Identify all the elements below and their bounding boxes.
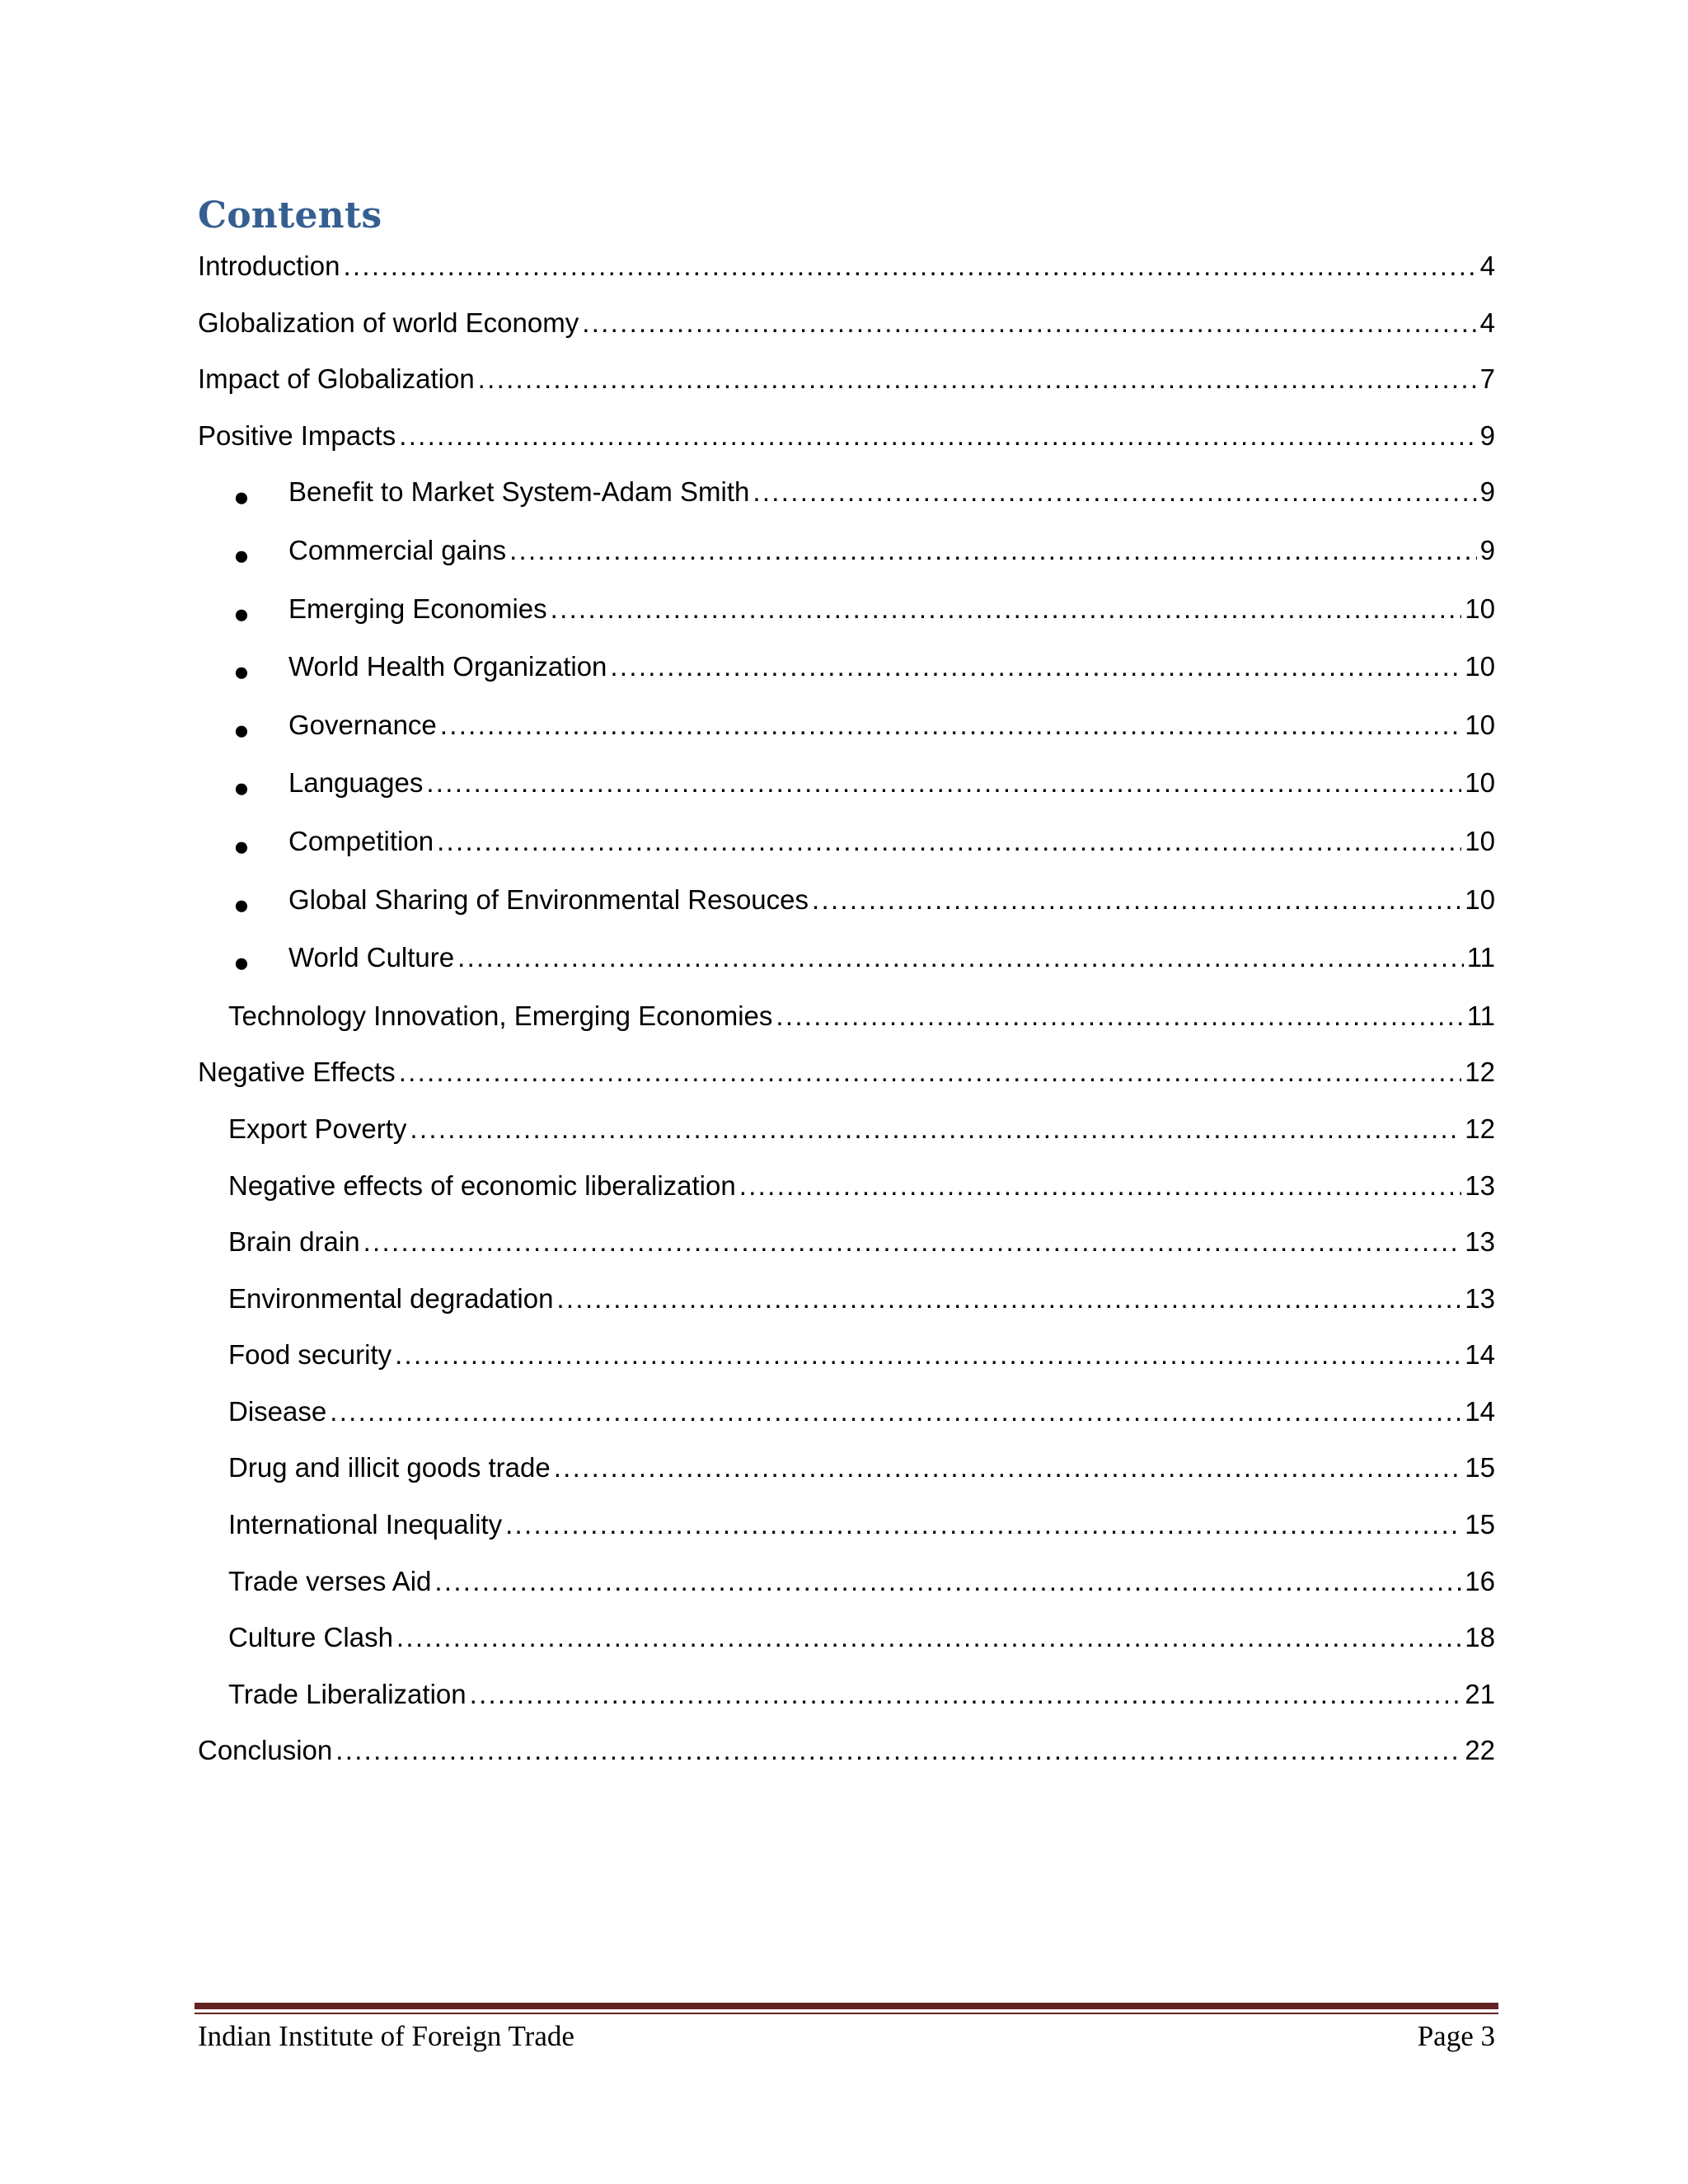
toc-page-number: 7 [1479, 363, 1495, 395]
toc-leader-dots [470, 1677, 1462, 1712]
toc-page-number: 15 [1465, 1509, 1495, 1540]
toc-entry-label: Drug and illicit goods trade [228, 1452, 551, 1483]
toc-entry-impact-of-globalization[interactable] [198, 362, 1495, 419]
toc-leader-dots [505, 1507, 1461, 1542]
toc-leader-dots [395, 1338, 1461, 1372]
table-of-contents [198, 249, 1495, 1790]
bullet-icon: ● [233, 481, 250, 513]
toc-entry-environmental-degradation[interactable] [198, 1282, 1495, 1338]
toc-entry-competition[interactable] [198, 824, 1495, 883]
toc-entry-world-culture[interactable] [198, 940, 1495, 999]
toc-entry-label: International Inequality [228, 1509, 503, 1540]
toc-entry-label: Globalization of world Economy [198, 307, 579, 338]
toc-leader-dots [753, 475, 1476, 509]
toc-entry-label: Disease [228, 1395, 327, 1427]
toc-leader-dots [457, 940, 1464, 975]
toc-entry-globalization-of-world-economy[interactable] [198, 306, 1495, 363]
toc-page-number: 9 [1479, 419, 1495, 451]
toc-entry-governance[interactable] [198, 708, 1495, 766]
toc-page-number: 14 [1465, 1395, 1495, 1427]
toc-entry-label: Governance [288, 709, 437, 740]
toc-entry-label: World Culture [288, 942, 455, 973]
toc-entry-label: Trade Liberalization [228, 1678, 467, 1709]
toc-entry-label: Languages [288, 767, 424, 799]
footer-institution-name: Indian Institute of Foreign Trade [198, 2020, 574, 2052]
footer-divider-thick [195, 2003, 1498, 2009]
toc-entry-negative-effects-of-economic-liberalization[interactable] [198, 1169, 1495, 1226]
toc-page-number: 18 [1465, 1622, 1495, 1653]
toc-entry-export-poverty[interactable] [198, 1112, 1495, 1169]
toc-page-number: 9 [1479, 476, 1495, 508]
toc-page-number: 10 [1465, 767, 1495, 799]
bullet-icon: ● [233, 598, 250, 629]
toc-entry-global-sharing-of-environmental-resources[interactable] [198, 883, 1495, 941]
toc-entry-disease[interactable] [198, 1394, 1495, 1451]
toc-leader-dots [509, 533, 1477, 568]
toc-leader-dots [399, 419, 1476, 453]
toc-page-number: 10 [1465, 593, 1495, 624]
footer-page-number: Page 3 [1417, 2020, 1495, 2052]
toc-entry-culture-clash[interactable] [198, 1620, 1495, 1677]
toc-leader-dots [330, 1394, 1461, 1429]
toc-page-number: 10 [1465, 825, 1495, 856]
bullet-icon: ● [233, 772, 250, 804]
toc-entry-world-health-organization[interactable] [198, 649, 1495, 708]
toc-entry-technology-innovation[interactable] [198, 999, 1495, 1056]
toc-entry-label: Negative Effects [198, 1057, 396, 1088]
toc-page-number: 10 [1465, 709, 1495, 740]
toc-leader-dots [335, 1733, 1461, 1768]
toc-entry-languages[interactable] [198, 766, 1495, 824]
toc-entry-label: Food security [228, 1339, 392, 1371]
toc-page-number: 16 [1465, 1565, 1495, 1596]
toc-page-number: 10 [1465, 651, 1495, 682]
toc-page-number: 21 [1465, 1678, 1495, 1709]
toc-entry-label: Introduction [198, 251, 340, 281]
toc-page-number: 12 [1465, 1057, 1495, 1088]
bullet-icon: ● [233, 656, 250, 687]
toc-entry-label: Brain drain [228, 1226, 360, 1258]
toc-entry-trade-liberalization[interactable] [198, 1677, 1495, 1734]
toc-entry-label: Global Sharing of Environmental Resouces [288, 883, 809, 915]
toc-leader-dots [556, 1282, 1461, 1316]
toc-entry-label: World Health Organization [288, 651, 607, 682]
bullet-icon: ● [233, 714, 250, 745]
toc-entry-label: Competition [288, 825, 434, 856]
toc-entry-label: Negative effects of economic liberalization [228, 1169, 736, 1201]
toc-leader-dots [410, 1112, 1461, 1146]
toc-entry-emerging-economies[interactable] [198, 592, 1495, 650]
toc-page-number: 13 [1465, 1226, 1495, 1258]
toc-page-number: 12 [1465, 1113, 1495, 1144]
toc-entry-commercial-gains[interactable] [198, 533, 1495, 592]
toc-leader-dots [554, 1451, 1462, 1485]
toc-entry-label: Culture Clash [228, 1622, 393, 1653]
toc-leader-dots [399, 1055, 1462, 1090]
toc-entry-label: Commercial gains [288, 534, 507, 565]
toc-leader-dots [739, 1169, 1462, 1203]
toc-entry-brain-drain[interactable] [198, 1225, 1495, 1282]
toc-page-number: 4 [1479, 251, 1495, 281]
bullet-icon: ● [233, 947, 250, 978]
toc-entry-drug-and-illicit-goods-trade[interactable] [198, 1451, 1495, 1507]
toc-entry-benefit-to-market-system[interactable] [198, 475, 1495, 533]
bullet-icon: ● [233, 539, 250, 570]
toc-page-number: 11 [1466, 942, 1495, 973]
toc-entry-negative-effects[interactable] [198, 1055, 1495, 1112]
toc-page-number: 11 [1466, 1000, 1495, 1031]
toc-leader-dots [396, 1620, 1461, 1655]
toc-page-number: 4 [1479, 307, 1495, 338]
toc-entry-label: Emerging Economies [288, 593, 547, 624]
toc-entry-label: Positive Impacts [198, 419, 396, 451]
toc-leader-dots [343, 249, 1476, 284]
toc-leader-dots [434, 1564, 1461, 1599]
toc-page-number: 14 [1465, 1339, 1495, 1371]
toc-entry-label: Conclusion [198, 1735, 333, 1766]
toc-entry-trade-verses-aid[interactable] [198, 1564, 1495, 1621]
toc-leader-dots [776, 999, 1463, 1033]
toc-leader-dots [551, 592, 1462, 626]
toc-entry-label: Export Poverty [228, 1113, 407, 1144]
bullet-icon: ● [233, 830, 250, 861]
toc-page-number: 15 [1465, 1452, 1495, 1483]
toc-page-number: 9 [1479, 534, 1495, 565]
toc-leader-dots [363, 1225, 1462, 1259]
toc-entry-positive-impacts[interactable] [198, 419, 1495, 476]
toc-leader-dots [426, 766, 1461, 800]
toc-entry-food-security[interactable] [198, 1338, 1495, 1394]
toc-entry-label: Impact of Globalization [198, 363, 475, 395]
toc-entry-conclusion[interactable] [198, 1733, 1495, 1790]
toc-leader-dots [812, 883, 1461, 917]
toc-page-number: 10 [1465, 883, 1495, 915]
toc-entry-label: Environmental degradation [228, 1282, 554, 1314]
toc-page-number: 22 [1465, 1735, 1495, 1766]
toc-entry-introduction[interactable] [198, 249, 1495, 306]
toc-leader-dots [610, 649, 1461, 684]
page-title: Contents [198, 194, 382, 237]
bullet-icon: ● [233, 888, 250, 920]
toc-leader-dots [437, 824, 1461, 859]
toc-leader-dots [478, 362, 1477, 396]
toc-leader-dots [582, 306, 1476, 340]
toc-entry-label: Benefit to Market System-Adam Smith [288, 476, 750, 508]
toc-page-number: 13 [1465, 1169, 1495, 1201]
toc-leader-dots [440, 708, 1462, 743]
toc-entry-international-inequality[interactable] [198, 1507, 1495, 1564]
toc-page-number: 13 [1465, 1282, 1495, 1314]
toc-entry-label: Technology Innovation, Emerging Economies [228, 1000, 773, 1031]
toc-entry-label: Trade verses Aid [228, 1565, 432, 1596]
footer-divider-thin [195, 2013, 1498, 2014]
